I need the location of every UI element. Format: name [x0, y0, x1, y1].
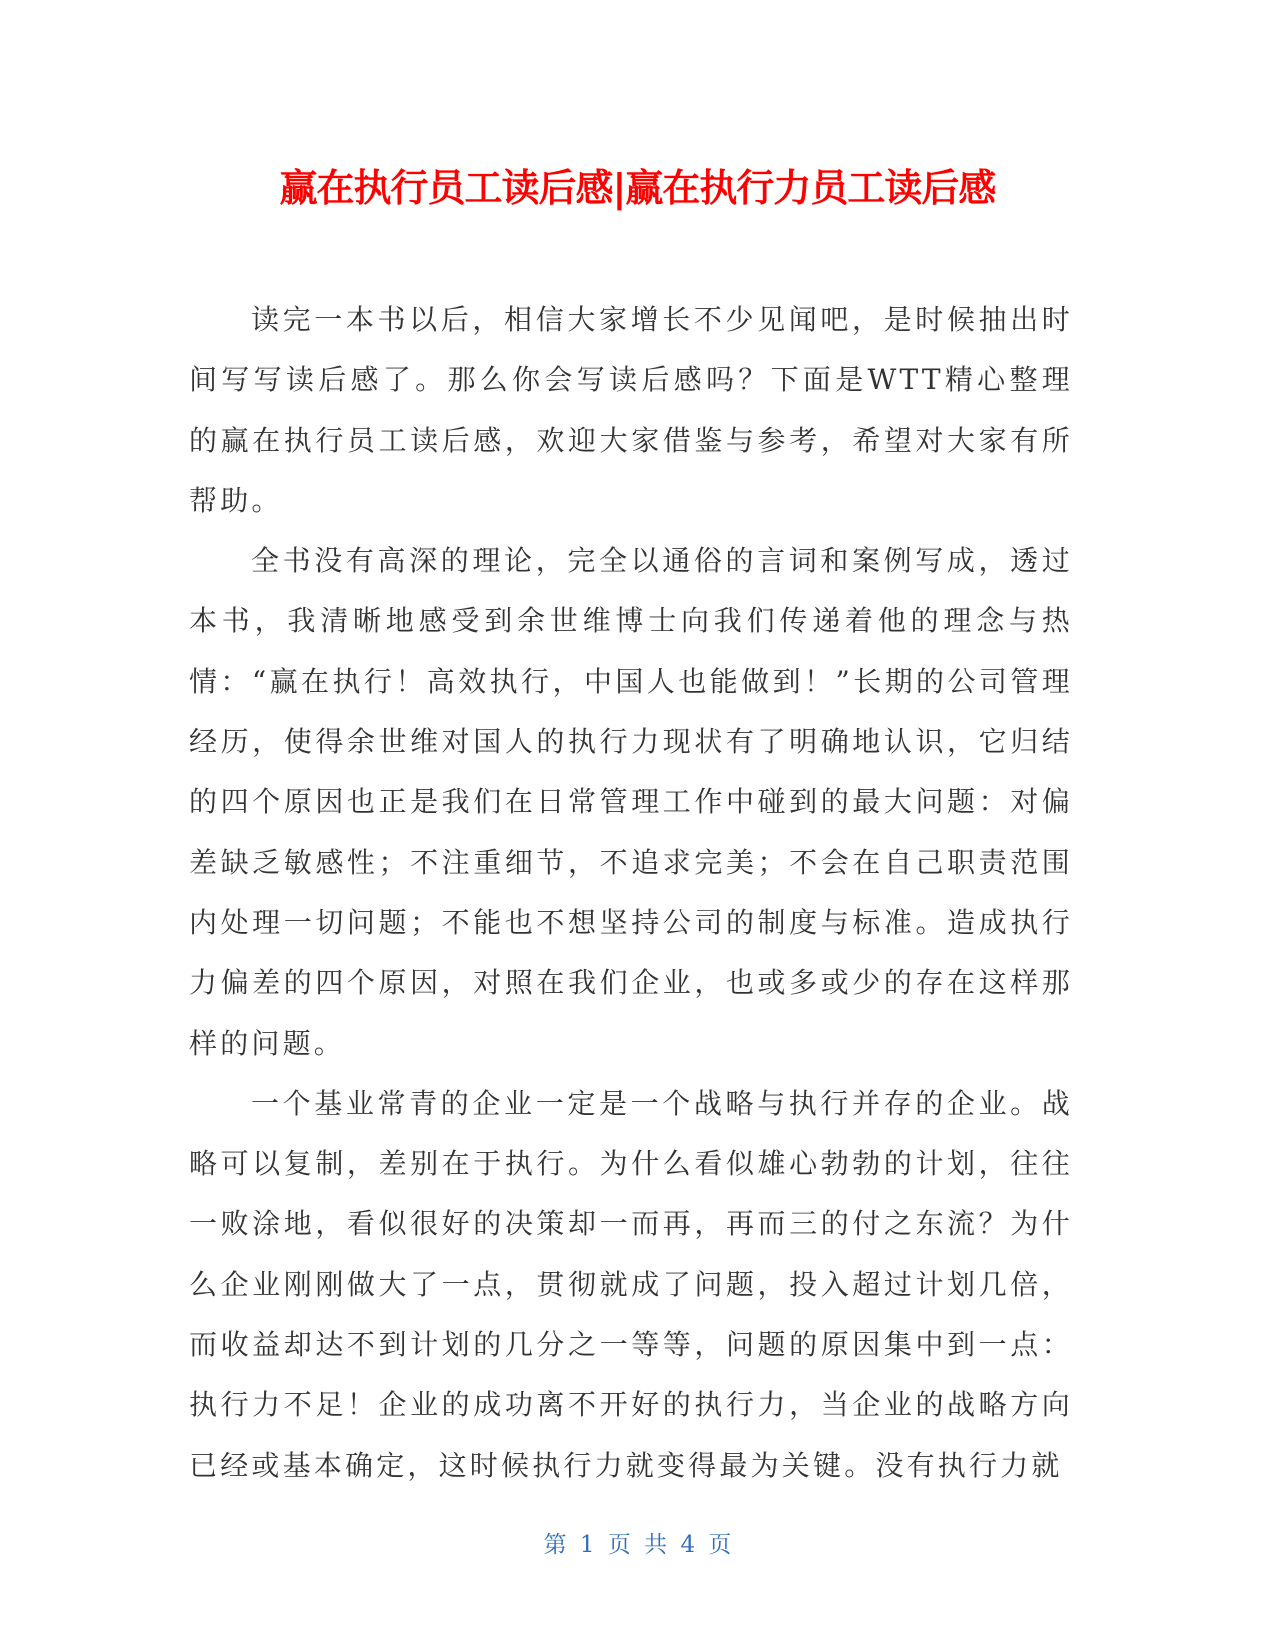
page-number-footer: 第 1 页 共 4 页 — [543, 1532, 732, 1558]
document-body — [189, 290, 1073, 1496]
document-title: 赢在执行员工读后感|赢在执行力员工读后感 — [279, 166, 996, 210]
paragraph-intro: 读完一本书以后，相信大家增长不少见闻吧，是时候抽出时间写写读后感了。那么你会写读后感吗？下面是WTT精心整理的赢在执行员工读后感，欢迎大家借鉴与参考，希望对大家有所帮助。 — [189, 303, 1073, 517]
paragraph-execution: 一个基业常青的企业一定是一个战略与执行并存的企业。战略可以复制，差别在于执行。为什么看似雄心勃勃的计划，往往一败涂地，看似很好的决策却一而再，再而三的付之东流？为什么企业刚刚做大了一点，贯彻就成了问题，投入超过计划几倍，而收益却达不到计划的几分之一等等，问题的原因集中到一点：执行力不足！企业的成功离不开好的执行力，当企业的战略方向已经或基本确定，这时候执行力就变得最为关键。没有执行力就 — [189, 1086, 1073, 1482]
paragraph-summary: 全书没有高深的理论，完全以通俗的言词和案例写成，透过本书，我清晰地感受到余世维博士向我们传递着他的理念与热情：“赢在执行！高效执行，中国人也能做到！”长期的公司管理经历，使得余世维对国人的执行力现状有了明确地认识，它归结的四个原因也正是我们在日常管理工作中碰到的最大问题：对偏差缺乏敏感性；不注重细节，不追求完美；不会在自己职责范围内处理一切问题；不能也不想坚持公司的制度与标准。造成执行力偏差的四个原因，对照在我们企业，也或多或少的存在这样那样的问题。 — [189, 544, 1073, 1060]
